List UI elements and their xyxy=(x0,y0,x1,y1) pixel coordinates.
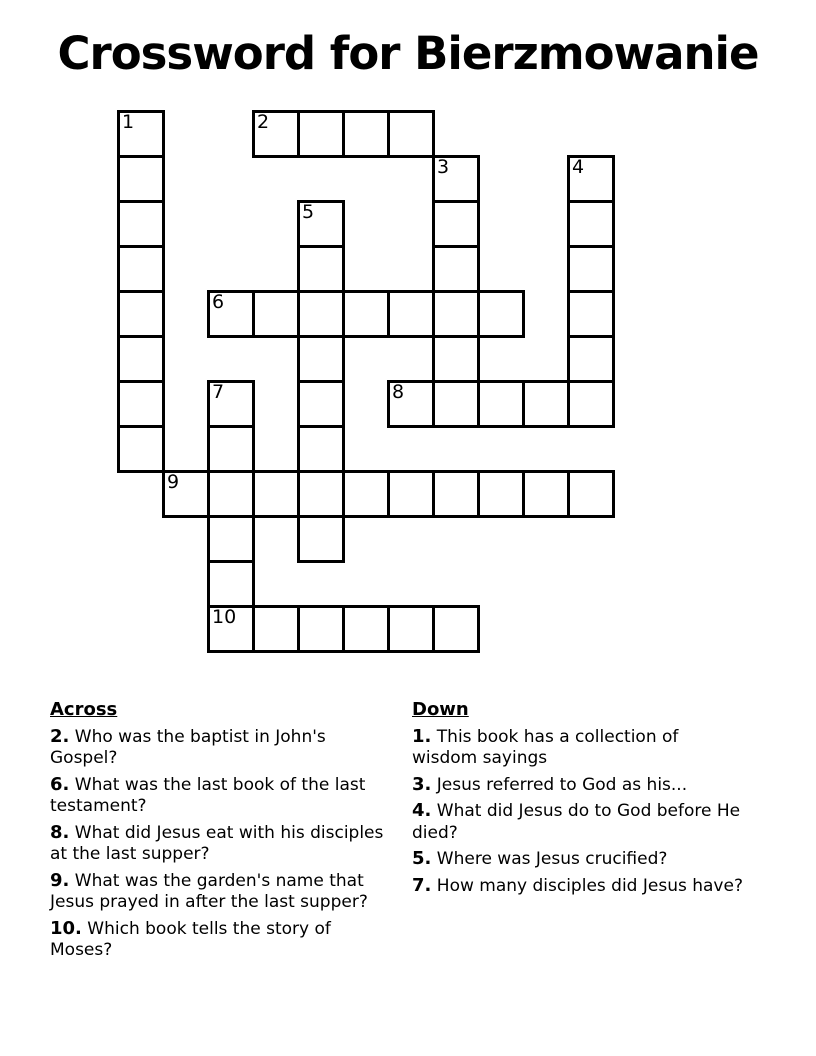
across-clue-9 xyxy=(50,870,397,914)
clue-number: 1. xyxy=(412,725,432,747)
grid-cell[interactable] xyxy=(342,290,390,338)
clue-text: Who was the baptist in John's Gospel? xyxy=(50,726,326,768)
grid-cell[interactable] xyxy=(522,470,570,518)
grid-cell[interactable] xyxy=(297,110,345,158)
grid-cell[interactable] xyxy=(162,470,210,518)
cell-number: 2 xyxy=(257,111,270,133)
cell-number: 1 xyxy=(122,111,135,133)
grid-cell[interactable] xyxy=(477,380,525,428)
grid-cell[interactable] xyxy=(252,290,300,338)
cell-number: 7 xyxy=(212,381,225,403)
grid-cell[interactable] xyxy=(252,605,300,653)
grid-cell[interactable] xyxy=(207,605,255,653)
grid-cell[interactable] xyxy=(117,380,165,428)
grid-cell[interactable] xyxy=(432,155,480,203)
grid-cell[interactable] xyxy=(117,110,165,158)
grid-cell[interactable] xyxy=(297,200,345,248)
cell-number: 5 xyxy=(302,201,315,223)
grid-cell[interactable] xyxy=(432,470,480,518)
grid-cell[interactable] xyxy=(297,380,345,428)
grid-cell[interactable] xyxy=(387,470,435,518)
across-clue-2 xyxy=(50,726,397,770)
down-clues-list xyxy=(412,726,744,898)
across-clue-8 xyxy=(50,822,397,866)
clue-number: 3. xyxy=(412,773,432,795)
grid-cell[interactable] xyxy=(567,335,615,383)
grid-cell[interactable] xyxy=(432,380,480,428)
clue-text: What was the garden's name that Jesus prayed in after the last supper? xyxy=(50,870,368,912)
grid-cell[interactable] xyxy=(117,155,165,203)
across-clue-6 xyxy=(50,774,397,818)
clue-number: 6. xyxy=(50,773,70,795)
grid-cell[interactable] xyxy=(207,380,255,428)
grid-cell[interactable] xyxy=(342,605,390,653)
grid-cell[interactable] xyxy=(252,470,300,518)
down-clue-4 xyxy=(412,800,744,844)
down-clue-3 xyxy=(412,774,744,797)
grid-cell[interactable] xyxy=(387,605,435,653)
grid-cell[interactable] xyxy=(117,290,165,338)
clue-number: 7. xyxy=(412,874,432,896)
grid-cell[interactable] xyxy=(117,425,165,473)
clue-number: 4. xyxy=(412,800,432,821)
clue-text: This book has a collection of wisdom sayings xyxy=(412,726,679,768)
cell-number: 8 xyxy=(392,381,405,403)
grid-cell[interactable] xyxy=(567,155,615,203)
grid-cell[interactable] xyxy=(297,515,345,563)
across-clue-10 xyxy=(50,918,397,962)
down-clue-5 xyxy=(412,848,744,871)
across-clues-section xyxy=(50,699,397,966)
grid-cell[interactable] xyxy=(477,470,525,518)
grid-cell[interactable] xyxy=(567,380,615,428)
grid-cell[interactable] xyxy=(297,425,345,473)
grid-cell[interactable] xyxy=(432,335,480,383)
clue-number: 10. xyxy=(50,917,82,939)
cell-number: 10 xyxy=(212,606,237,628)
clue-text: Which book tells the story of Moses? xyxy=(50,918,331,960)
grid-cell[interactable] xyxy=(207,515,255,563)
grid-cell[interactable] xyxy=(387,110,435,158)
cell-number: 4 xyxy=(572,156,585,178)
across-heading: Across xyxy=(50,699,118,720)
clue-number: 8. xyxy=(50,821,70,843)
grid-cell[interactable] xyxy=(207,470,255,518)
grid-cell[interactable] xyxy=(567,200,615,248)
grid-cell[interactable] xyxy=(207,290,255,338)
grid-cell[interactable] xyxy=(297,335,345,383)
grid-cell[interactable] xyxy=(432,200,480,248)
grid-cell[interactable] xyxy=(252,110,300,158)
down-clue-1 xyxy=(412,726,744,770)
clue-number: 9. xyxy=(50,869,70,891)
down-clues-section xyxy=(412,699,744,901)
page-title: Crossword for Bierzmowanie xyxy=(57,27,759,80)
clue-text: Where was Jesus crucified? xyxy=(436,849,668,869)
grid-cell[interactable] xyxy=(117,200,165,248)
clue-text: Jesus referred to God as his... xyxy=(436,774,688,795)
grid-cell[interactable] xyxy=(207,425,255,473)
grid-cell[interactable] xyxy=(567,470,615,518)
down-clue-7 xyxy=(412,875,744,898)
grid-cell[interactable] xyxy=(342,110,390,158)
across-clues-list xyxy=(50,726,397,962)
grid-cell[interactable] xyxy=(567,290,615,338)
clue-text: What did Jesus eat with his disciples at the last supper? xyxy=(50,822,384,864)
crossword-grid xyxy=(117,110,615,653)
grid-cell[interactable] xyxy=(297,290,345,338)
grid-cell[interactable] xyxy=(522,380,570,428)
clue-text: How many disciples did Jesus have? xyxy=(436,875,743,896)
grid-cell[interactable] xyxy=(297,605,345,653)
cell-number: 6 xyxy=(212,291,225,313)
grid-cell[interactable] xyxy=(387,290,435,338)
grid-cell[interactable] xyxy=(432,605,480,653)
grid-cell[interactable] xyxy=(297,245,345,293)
grid-cell[interactable] xyxy=(567,245,615,293)
down-heading: Down xyxy=(412,699,469,720)
cell-number: 3 xyxy=(437,156,450,178)
cell-number: 9 xyxy=(167,471,180,493)
clue-text: What was the last book of the last testament? xyxy=(50,774,366,816)
grid-cell[interactable] xyxy=(117,245,165,293)
clue-text: What did Jesus do to God before He died? xyxy=(412,801,741,843)
clue-number: 5. xyxy=(412,848,432,869)
grid-cell[interactable] xyxy=(297,470,345,518)
grid-cell[interactable] xyxy=(342,470,390,518)
grid-cell[interactable] xyxy=(477,290,525,338)
clue-number: 2. xyxy=(50,725,70,747)
grid-cell[interactable] xyxy=(432,290,480,338)
grid-cell[interactable] xyxy=(432,245,480,293)
grid-cell[interactable] xyxy=(207,560,255,608)
grid-cell[interactable] xyxy=(117,335,165,383)
grid-cell[interactable] xyxy=(387,380,435,428)
